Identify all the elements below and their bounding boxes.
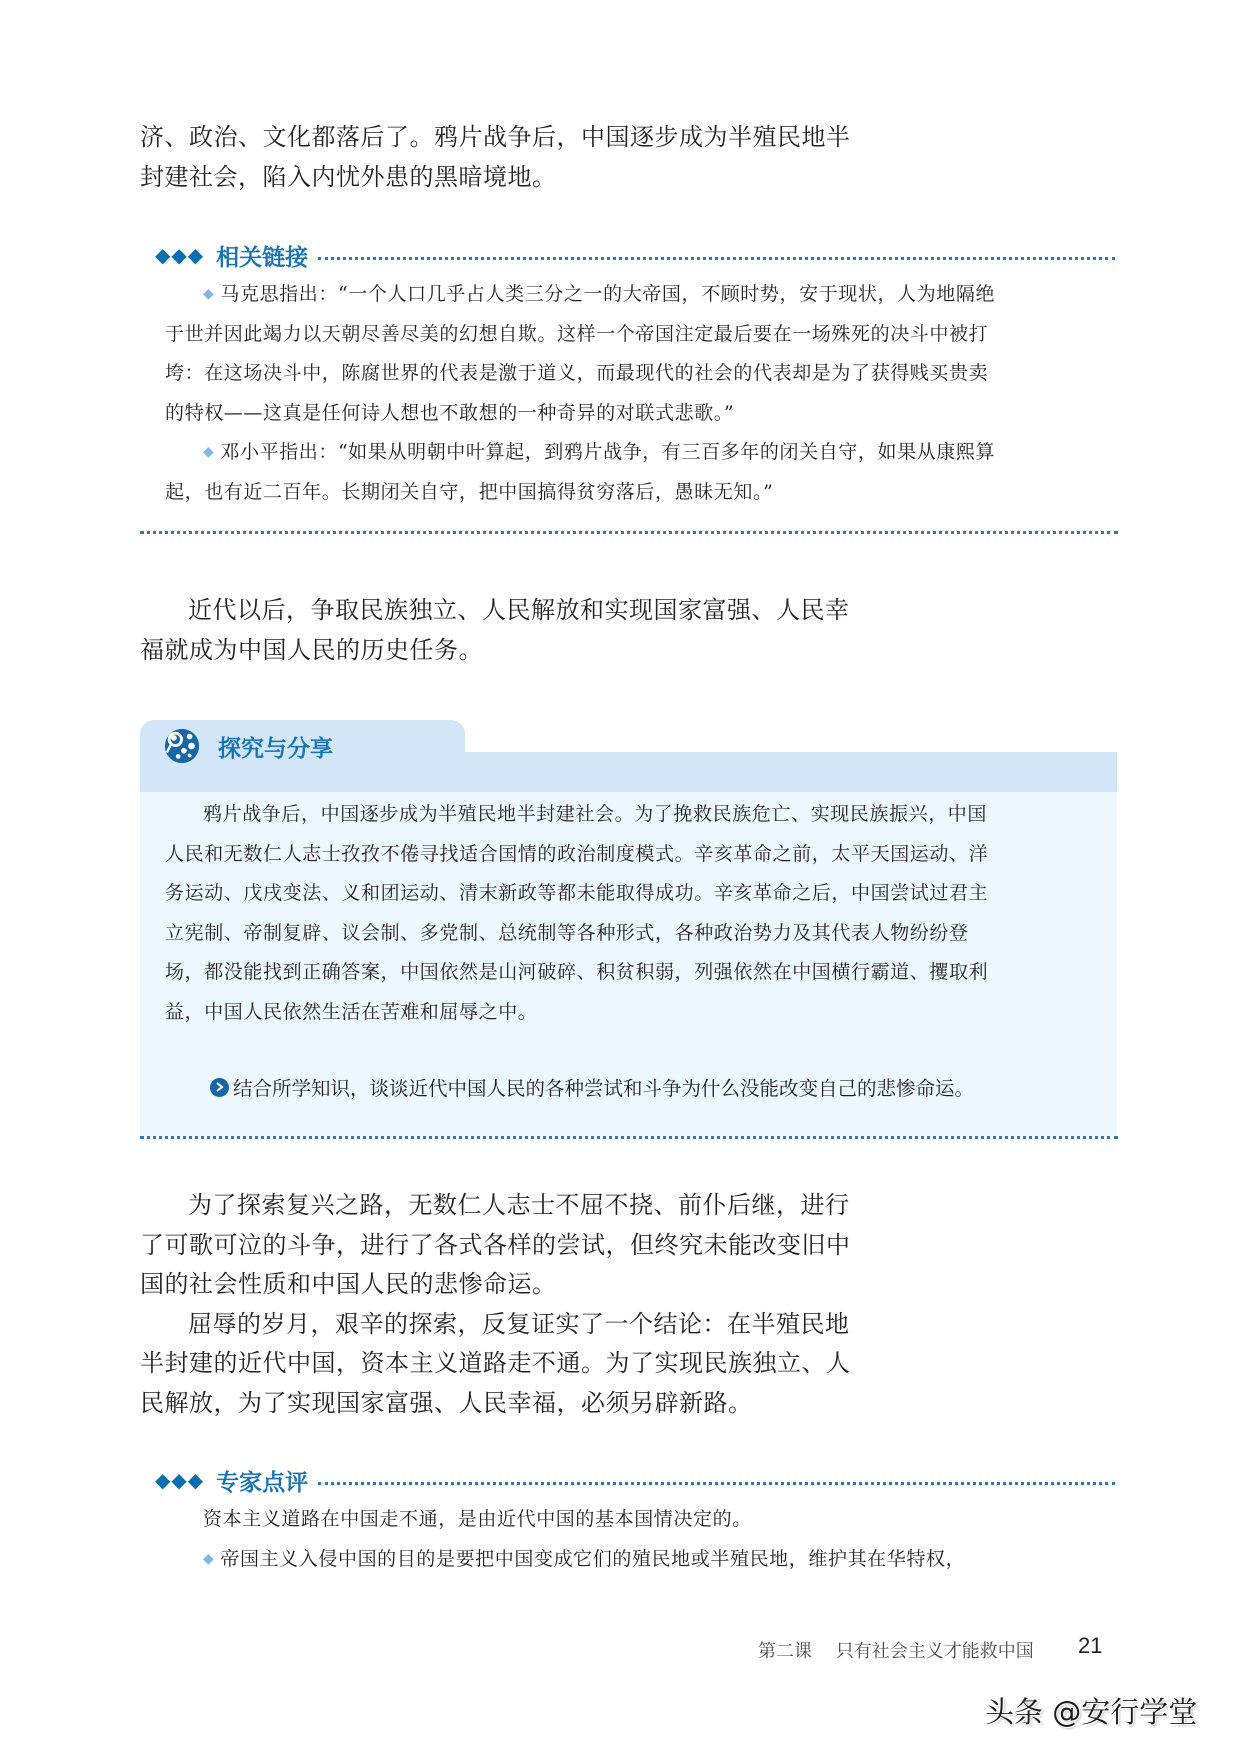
intro-paragraph (140, 118, 880, 197)
explore-panel-title: 探究与分享 (218, 736, 333, 762)
watermark: 头条 @安行学堂 (985, 1695, 1198, 1729)
quote-line: ◆ 马克思指出：“一个人口几乎占人类三分之一的大帝国，不顾时势，安于现状，人为地隔绝 (203, 283, 996, 305)
discussion-question (210, 1073, 974, 1101)
text-line: 近代以后，争取民族独立、人民解放和实现国家富强、人民幸 (188, 596, 850, 624)
text-line: 立宪制、帝制复辟、议会制、多党制、总统制等各种形式，各种政治势力及其代表人物纷纷登 (165, 921, 969, 944)
section-title: 专家点评 (216, 1469, 309, 1496)
text-line: 封建社会，陷入内忧外患的黑暗境地。 (140, 162, 557, 191)
quote-line: 于世并因此竭力以天朝尽善尽美的幻想自欺。这样一个帝国注定最后要在一场殊死的决斗中被打 (165, 322, 989, 345)
related-links-content (165, 275, 1093, 512)
text-line: 场，都没能找到正确答案，中国依然是山河破碎、积贫积弱，列强依然在中国横行霸道、攫取利 (165, 961, 989, 983)
text-line: 人民和无数仁人志士孜孜不倦寻找适合国情的政治制度模式。辛亥革命之前，太平天国运动、洋 (165, 842, 989, 865)
diamond-icons: ◆◆◆ (155, 1468, 205, 1492)
text-line: 为了探索复兴之路，无数仁人志士不屈不挠、前仆后继，进行 (188, 1191, 850, 1219)
text-line: 鸦片战争后，中国逐步成为半殖民地半封建社会。为了挽救民族危亡、实现民族振兴，中国 (203, 803, 988, 825)
related-links-header (155, 238, 1115, 272)
quote-line: 的特权——这真是任何诗人想也不敢想的一种奇异的对联式悲歌。” (165, 401, 735, 424)
expert-review-content (165, 1500, 1093, 1579)
text-line: 福就成为中国人民的历史任务。 (140, 635, 483, 664)
text-line: 了可歌可泣的斗争，进行了各式各样的尝试，但终究未能改变旧中 (140, 1230, 851, 1259)
explore-panel-text (165, 795, 1093, 1032)
quote-line: ◆ 邓小平指出：“如果从明朝中叶算起，到鸦片战争，有三百多年的闭关自守，如果从康熙算 (203, 441, 996, 463)
lesson-title: 只有社会主义才能救中国 (835, 1641, 1034, 1662)
text-line: 民解放，为了实现国家富强、人民幸福，必须另辟新路。 (140, 1388, 753, 1417)
magnifier-globe-icon (163, 727, 201, 765)
quote-line: 起，也有近二百年。长期闭关自守，把中国搞得贫穷落后，愚昧无知。” (165, 480, 774, 503)
text-line: 济、政治、文化都落后了。鸦片战争后，中国逐步成为半殖民地半 (140, 123, 851, 151)
tasks-paragraph (140, 591, 880, 670)
diamond-bullet-icon: ◆ (203, 1550, 215, 1567)
dotted-divider (140, 531, 1118, 534)
text-line: 国的社会性质和中国人民的悲惨命运。 (140, 1270, 557, 1298)
text-line: 屈辱的岁月，艰辛的探索，反复证实了一个结论：在半殖民地 (188, 1309, 850, 1338)
text-line: ◆ 帝国主义入侵中国的目的是要把中国变成它们的殖民地或半殖民地，维护其在华特权， (203, 1547, 966, 1570)
page-footer (758, 1637, 1034, 1663)
quote-line: 垮：在这场决斗中，陈腐世界的代表是激于道义，而最现代的社会的代表却是为了获得贱买贵卖 (165, 362, 989, 384)
section-title: 相关链接 (216, 244, 309, 271)
expert-review-header (155, 1463, 1115, 1497)
question-text: 结合所学知识，谈谈近代中国人民的各种尝试和斗争为什么没能改变自己的悲惨命运。 (233, 1077, 975, 1100)
diamond-bullet-icon: ◆ (203, 444, 215, 460)
dotted-divider (318, 257, 1115, 260)
text-line: 半封建的近代中国，资本主义道路走不通。为了实现民族独立、人 (140, 1349, 851, 1377)
diamond-icons: ◆◆◆ (155, 243, 205, 267)
text-line: 益，中国人民依然生活在苦难和屈辱之中。 (165, 1000, 538, 1023)
diamond-bullet-icon: ◆ (203, 286, 215, 302)
dotted-divider (140, 1136, 1118, 1139)
page-number: 21 (1078, 1633, 1103, 1658)
arrow-right-circle-icon (210, 1078, 229, 1097)
text-line: 务运动、戊戌变法、义和团运动、清末新政等都未能取得成功。辛亥革命之后，中国尝试过君主 (165, 882, 989, 904)
text-line: 资本主义道路在中国走不通，是由近代中国的基本国情决定的。 (203, 1508, 752, 1530)
chapter-label: 第二课 (758, 1641, 812, 1662)
dotted-divider (318, 1482, 1115, 1485)
explore-paragraphs (140, 1186, 880, 1423)
